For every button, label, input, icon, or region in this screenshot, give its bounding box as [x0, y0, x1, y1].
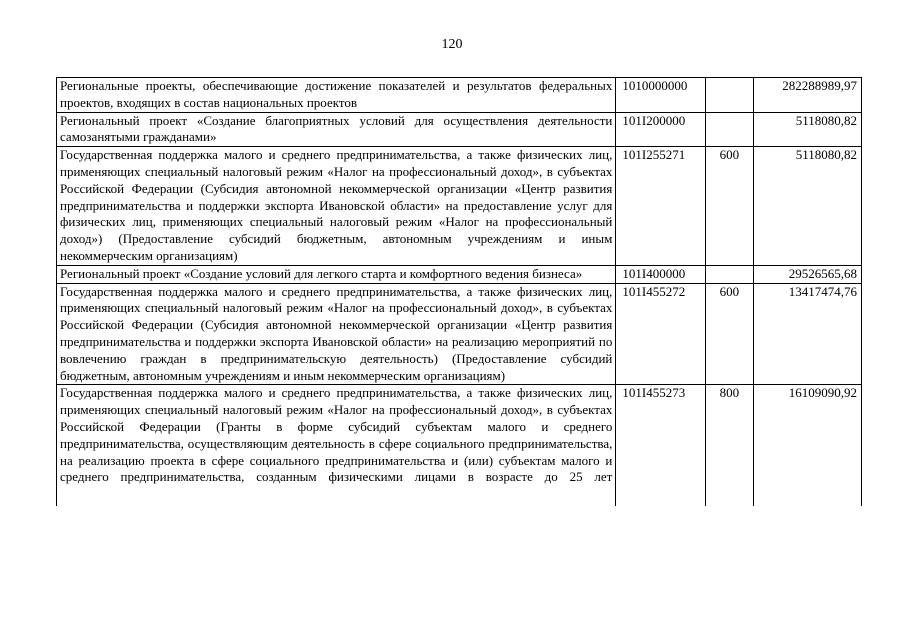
row-name-cell: Государственная поддержка малого и среднего предпринимательства, а также физических лиц, применяющих специальный налоговый режим «Налог на профессиональный доход», в субъектах Российской Федерации (Субсидия автономной некоммерческой организации «Центр развития предпринимательства и поддержки экспорта Ивановской области» на реализацию мероприятий по вовлечению граждан в предпринимательскую деятельность) (Предоставление субсидий бюджетным, автономным учреждениям и иным некоммерческим организациям) — [57, 283, 616, 385]
row-expense-type-code: 800 — [706, 385, 753, 506]
row-name-cell: Государственная поддержка малого и среднего предпринимательства, а также физических лиц, применяющих специальный налоговый режим «Налог на профессиональный доход», в субъектах Российской Федерации (Гранты в форме субсидий субъектам малого и среднего предпринимательства, осуществляющим деятельность в сфере социального предпринимательства, на реализацию проекта в сфере социального предпринимательства и (или) субъектам малого и среднего предпринимательства, созданным физическими лицами в возрасте до 25 лет — [57, 385, 616, 506]
table-row — [57, 385, 862, 506]
row-target-article-code: 101I455273 — [616, 385, 706, 506]
table-row — [57, 265, 862, 283]
table-row — [57, 147, 862, 266]
table-row — [57, 283, 862, 385]
row-amount: 29526565,68 — [753, 265, 861, 283]
row-name-cell: Региональный проект «Создание условий для легкого старта и комфортного ведения бизнеса» — [57, 265, 616, 283]
row-target-article-code: 1010000000 — [616, 78, 706, 113]
row-target-article-code: 101I400000 — [616, 265, 706, 283]
row-target-article-code: 101I455272 — [616, 283, 706, 385]
row-amount: 282288989,97 — [753, 78, 861, 113]
row-amount: 13417474,76 — [753, 283, 861, 385]
row-name-cell: Региональный проект «Создание благоприятных условий для осуществления деятельности самозанятыми гражданами» — [57, 112, 616, 147]
table-row — [57, 112, 862, 147]
row-expense-type-code: 600 — [706, 147, 753, 266]
row-amount: 5118080,82 — [753, 147, 861, 266]
row-name-cell: Региональные проекты, обеспечивающие достижение показателей и результатов федеральных проектов, входящих в состав национальных проектов — [57, 78, 616, 113]
row-expense-type-code — [706, 78, 753, 113]
budget-table — [56, 77, 862, 506]
row-expense-type-code: 600 — [706, 283, 753, 385]
row-target-article-code: 101I200000 — [616, 112, 706, 147]
page-number: 120 — [441, 37, 463, 52]
table-row — [57, 78, 862, 113]
row-target-article-code: 101I255271 — [616, 147, 706, 266]
row-amount: 16109090,92 — [753, 385, 861, 506]
row-expense-type-code — [706, 265, 753, 283]
row-name-cell: Государственная поддержка малого и среднего предпринимательства, а также физических лиц, применяющих специальный налоговый режим «Налог на профессиональный доход», в субъектах Российской Федерации (Субсидия автономной некоммерческой организации «Центр развития предпринимательства и поддержки экспорта Ивановской области» на предоставление услуг для физических лиц, применяющих специальный налоговый режим «Налог на профессиональный доход») (Предоставление субсидий бюджетным, автономным учреждениям и иным некоммерческим организациям) — [57, 147, 616, 266]
row-expense-type-code — [706, 112, 753, 147]
row-amount: 5118080,82 — [753, 112, 861, 147]
